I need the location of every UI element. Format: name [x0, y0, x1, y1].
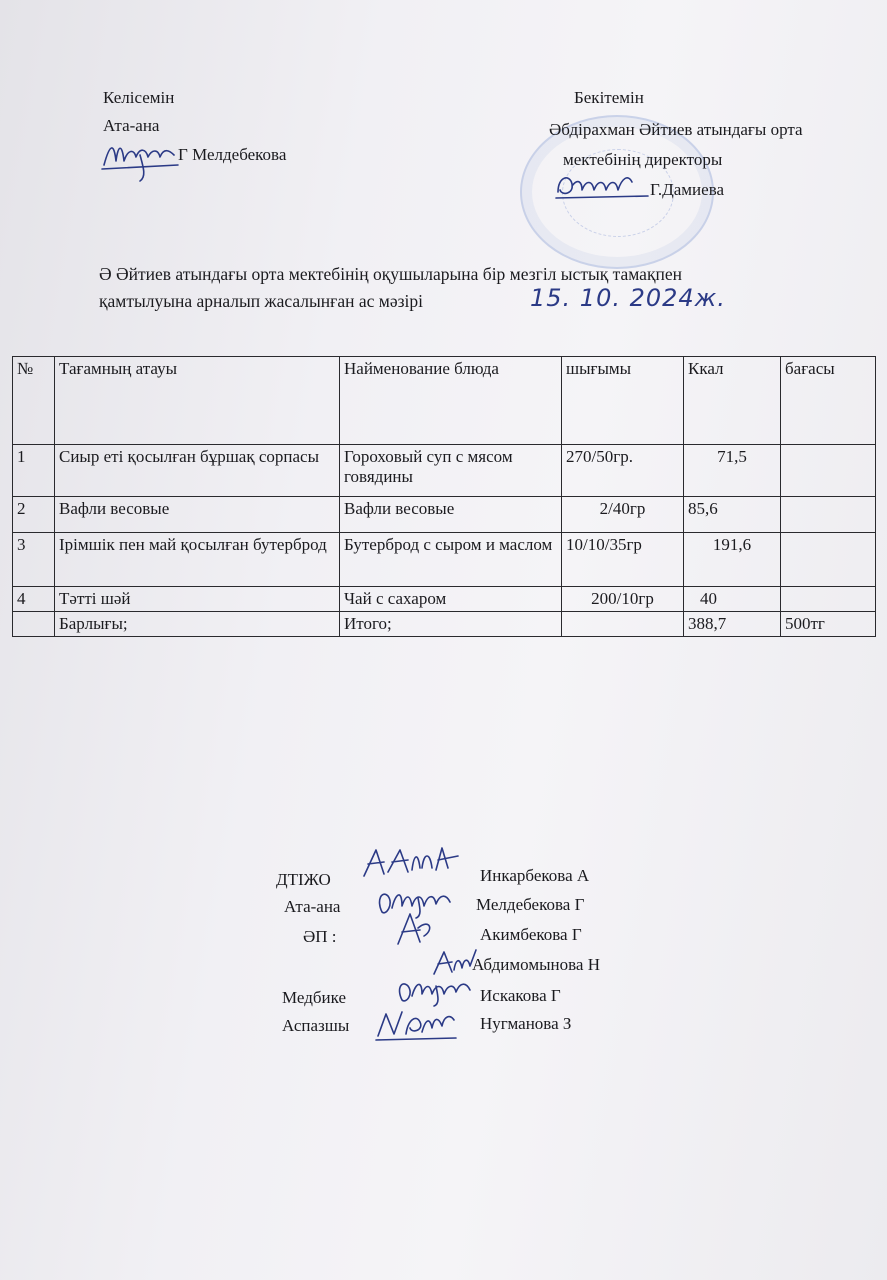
cell-name-kz: Тәтті шәй: [55, 587, 340, 612]
cell-name-ru: Бутерброд с сыром и маслом: [340, 533, 562, 587]
total-name-ru: Итого;: [340, 612, 562, 637]
cell-yield: 200/10гр: [562, 587, 684, 612]
cell-price: [781, 587, 876, 612]
cell-name-ru: Гороховый суп с мясом говядины: [340, 445, 562, 497]
cell-yield: 270/50гр.: [562, 445, 684, 497]
cell-kcal: 40: [684, 587, 781, 612]
cell-num: 1: [13, 445, 55, 497]
table-row: [13, 533, 876, 587]
signature-director: [552, 168, 652, 204]
approval-left-name: Г Мелдебекова: [178, 145, 287, 164]
handwritten-date: 15. 10. 2024ж.: [530, 284, 726, 312]
header-name-ru: Найменование блюда: [340, 357, 562, 445]
total-yield: [562, 612, 684, 637]
header-num: №: [13, 357, 55, 445]
sig-role-parent: Ата-ана: [284, 897, 341, 916]
sig-name-cook: Нугманова З: [480, 1014, 572, 1033]
approval-left-title: Келісемін: [103, 88, 175, 107]
header-price: бағасы: [781, 357, 876, 445]
table-header-row: [13, 357, 876, 445]
cell-name-ru: Вафли весовые: [340, 497, 562, 533]
table-row: [13, 587, 876, 612]
document-title-line2: қамтылуына арналып жасалынған ас мәзірі: [99, 291, 423, 311]
total-num: [13, 612, 55, 637]
approval-left-role: Ата-ана: [103, 116, 160, 135]
cell-name-kz: Вафли весовые: [55, 497, 340, 533]
total-kcal: 388,7: [684, 612, 781, 637]
cell-price: [781, 533, 876, 587]
approval-right-line2: мектебінің директоры: [563, 150, 723, 169]
total-name-kz: Барлығы;: [55, 612, 340, 637]
cell-price: [781, 497, 876, 533]
table-total-row: [13, 612, 876, 637]
sig-name-ap: Акимбекова Г: [480, 925, 582, 944]
signature-cook: [372, 1004, 462, 1044]
cell-yield: 10/10/35гр: [562, 533, 684, 587]
sig-role-nurse: Медбике: [282, 988, 346, 1007]
table-row: [13, 445, 876, 497]
cell-name-kz: Ірімшік пен май қосылған бутерброд: [55, 533, 340, 587]
approval-right-name: Г.Дамиева: [650, 180, 725, 199]
table-row: [13, 497, 876, 533]
menu-table: [12, 356, 876, 637]
sig-name-nurse: Искакова Г: [480, 986, 561, 1005]
total-price: 500тг: [781, 612, 876, 637]
document-title-line1: Ә Әйтиев атындағы орта мектебінің оқушыларына бір мезгіл ыстық тамақпен: [99, 264, 682, 284]
sig-name-dtizho: Инкарбекова А: [480, 866, 590, 885]
header-kcal: Ккал: [684, 357, 781, 445]
sig-role-ap: ӘП :: [303, 927, 337, 946]
header-name-kz: Тағамның атауы: [55, 357, 340, 445]
cell-num: 3: [13, 533, 55, 587]
cell-kcal: 191,6: [684, 533, 781, 587]
approval-right-line1: Әбдірахман Әйтиев атындағы орта: [549, 120, 803, 139]
sig-name-parent: Мелдебекова Г: [476, 895, 585, 914]
sig-name-abdimomynova: Абдимомынова Н: [472, 955, 600, 974]
signature-dtizho: [358, 842, 468, 884]
cell-price: [781, 445, 876, 497]
cell-kcal: 85,6: [684, 497, 781, 533]
cell-name-ru: Чай с сахаром: [340, 587, 562, 612]
sig-role-cook: Аспазшы: [282, 1016, 350, 1035]
approval-right-title: Бекітемін: [574, 88, 644, 107]
signature-nurse: [392, 974, 482, 1008]
sig-role-dtizho: ДТІЖО: [276, 870, 331, 889]
cell-num: 4: [13, 587, 55, 612]
cell-kcal: 71,5: [684, 445, 781, 497]
cell-num: 2: [13, 497, 55, 533]
cell-name-kz: Сиыр еті қосылған бұршақ сорпасы: [55, 445, 340, 497]
signature-parent-header: [100, 135, 180, 183]
cell-yield: 2/40гр: [562, 497, 684, 533]
header-yield: шығымы: [562, 357, 684, 445]
